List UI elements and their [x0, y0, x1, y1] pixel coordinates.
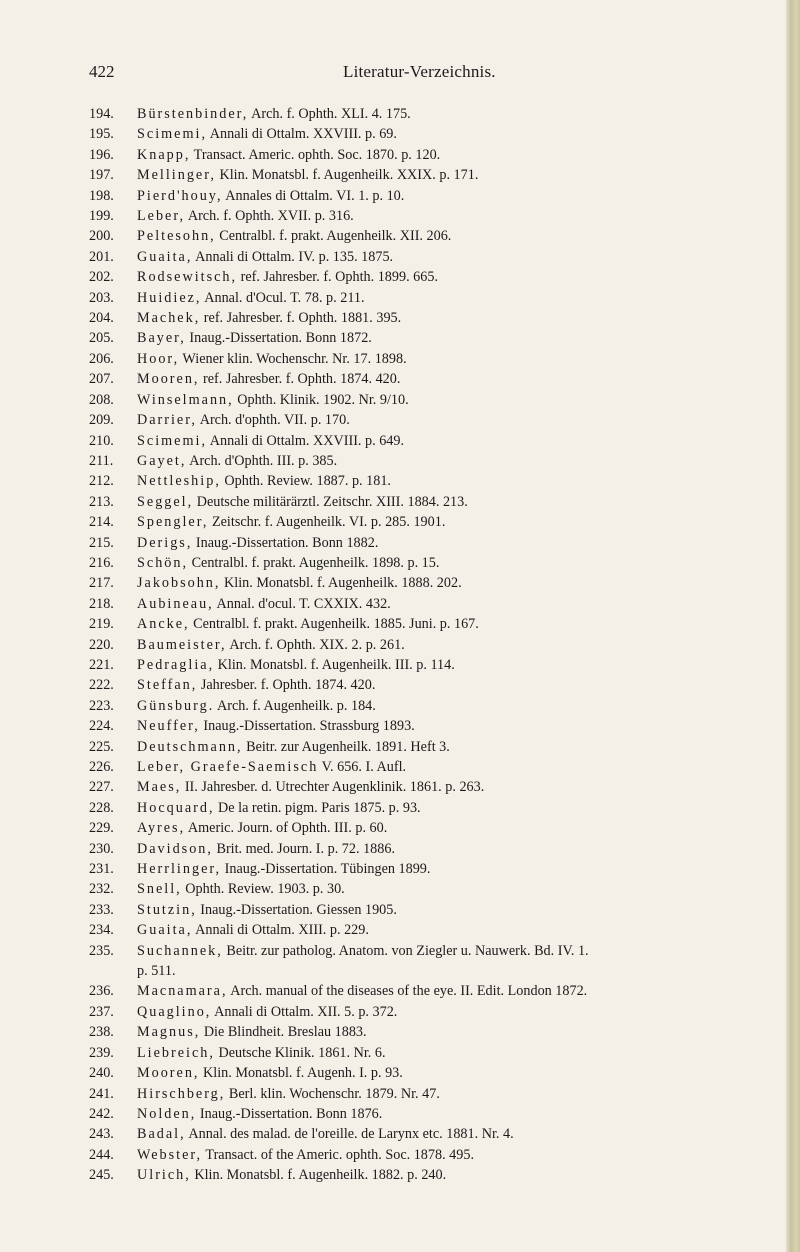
bibliography-entry	[89, 777, 789, 797]
entry-number: 220.	[89, 636, 114, 653]
entry-reference: Inaug.-Dissertation. Giessen 1905.	[196, 901, 397, 918]
entry-number: 236.	[89, 983, 114, 1000]
entry-citation	[137, 859, 789, 879]
entry-citation	[137, 573, 789, 593]
entry-number: 200.	[89, 228, 114, 245]
entry-number: 235.	[89, 942, 114, 959]
bibliography-entry	[89, 1002, 789, 1022]
entry-author: Gayet,	[137, 452, 187, 469]
bibliography-entry	[89, 1043, 789, 1063]
entry-citation	[137, 879, 789, 899]
bibliography-entry	[89, 1063, 789, 1083]
entry-author: Günsburg.	[137, 697, 215, 714]
entry-number: 216.	[89, 554, 114, 571]
entry-author: Pierd'houy,	[137, 187, 223, 204]
entry-reference: Annali di Ottalm. XII. 5. p. 372.	[211, 1003, 398, 1020]
entry-reference: Transact. Americ. ophth. Soc. 1870. p. 120.	[190, 146, 441, 163]
entry-reference: ref. Jahresber. f. Ophth. 1874. 420.	[199, 371, 401, 388]
entry-author: Suchannek,	[137, 942, 223, 959]
entry-reference: Annal. des malad. de l'oreille. de Larynx etc. 1881. Nr. 4.	[185, 1126, 514, 1143]
entry-author: Magnus,	[137, 1024, 201, 1041]
entry-number: 233.	[89, 901, 114, 918]
entry-reference: Annali di Ottalm. XXVIII. p. 69.	[207, 126, 397, 143]
entry-reference: Inaug.-Dissertation. Bonn 1872.	[185, 330, 372, 347]
entry-author: Guaita,	[137, 248, 193, 265]
entry-citation	[137, 267, 789, 287]
entry-number: 195.	[89, 126, 114, 143]
entry-number: 231.	[89, 861, 114, 878]
entry-reference: Arch. f. Ophth. XVII. p. 316.	[185, 208, 354, 225]
entry-number: 211.	[89, 452, 114, 469]
entry-author: Herrlinger,	[137, 861, 222, 878]
entry-citation	[137, 226, 789, 246]
entry-citation	[137, 247, 789, 267]
entry-number: 229.	[89, 820, 114, 837]
entry-number: 242.	[89, 1105, 114, 1122]
entry-number: 238.	[89, 1024, 114, 1041]
entry-author: Aubineau,	[137, 595, 214, 612]
entry-reference: Transact. of the Americ. ophth. Soc. 1878. 495.	[202, 1146, 475, 1163]
entry-reference: Brit. med. Journ. I. p. 72. 1886.	[212, 840, 395, 857]
bibliography-entry	[89, 716, 789, 736]
entry-number: 226.	[89, 759, 114, 775]
entry-number: 223.	[89, 697, 114, 714]
bibliography-entry	[89, 573, 789, 593]
bibliography-entry	[89, 655, 789, 675]
entry-number: 245.	[89, 1167, 114, 1184]
entry-number: 198.	[89, 187, 114, 204]
entry-number: 221.	[89, 656, 114, 673]
bibliography-entry	[89, 920, 789, 940]
entry-number: 209.	[89, 412, 114, 429]
entry-citation	[137, 614, 789, 634]
entry-citation	[137, 757, 789, 777]
entry-number: 212.	[89, 473, 114, 490]
bibliography-entry	[89, 859, 789, 879]
entry-citation	[137, 288, 789, 308]
entry-author: Liebreich,	[137, 1044, 215, 1061]
bibliography-entry	[89, 451, 789, 471]
entry-author: Knapp,	[137, 146, 191, 163]
entry-citation	[137, 1104, 789, 1124]
entry-reference: Arch. manual of the diseases of the eye. II. Edit. London 1872.	[227, 983, 588, 1000]
entry-number: 201.	[89, 248, 114, 265]
entry-author: Ancke,	[137, 616, 190, 633]
entry-number: 240.	[89, 1065, 114, 1082]
bibliography-entry	[89, 818, 789, 838]
entry-author: Jakobsohn,	[137, 575, 221, 592]
bibliography-entry	[89, 226, 789, 246]
entry-author: Darrier,	[137, 412, 197, 429]
entry-citation	[137, 124, 789, 144]
entry-author: Scimemi,	[137, 432, 207, 449]
entry-citation	[137, 716, 789, 736]
entry-author: Davidson,	[137, 840, 213, 857]
entry-author: Machek,	[137, 310, 201, 327]
entry-citation	[137, 941, 789, 961]
entry-citation	[137, 390, 789, 410]
entry-author: Hirschberg,	[137, 1085, 226, 1102]
entry-citation	[137, 533, 789, 553]
entry-reference: Arch. d'Ophth. III. p. 385.	[186, 452, 338, 469]
entry-author: Nolden,	[137, 1105, 197, 1122]
entry-citation	[137, 186, 789, 206]
entry-reference: Beitr. zur Augenheilk. 1891. Heft 3.	[242, 738, 450, 755]
entry-citation	[137, 104, 789, 124]
bibliography-entry	[89, 839, 789, 859]
entry-number: 228.	[89, 799, 114, 816]
entry-author: Pedraglia,	[137, 656, 215, 673]
entry-number: 218.	[89, 595, 114, 612]
bibliography-list	[89, 104, 789, 1186]
bibliography-entry	[89, 635, 789, 655]
bibliography-entry	[89, 390, 789, 410]
bibliography-entry	[89, 757, 789, 777]
bibliography-entry	[89, 165, 789, 185]
entry-number: 202.	[89, 269, 114, 286]
entry-number: 234.	[89, 922, 114, 939]
bibliography-entry	[89, 879, 789, 899]
entry-author: Hoor,	[137, 350, 180, 367]
entry-reference: Annal. d'Ocul. T. 78. p. 211.	[201, 289, 365, 306]
entry-author: Stutzin,	[137, 901, 197, 918]
entry-citation	[137, 431, 789, 451]
entry-number: 203.	[89, 289, 114, 306]
entry-reference: Centralbl. f. prakt. Augenheilk. 1885. Juni. p. 167.	[189, 616, 479, 633]
entry-number: 214.	[89, 514, 114, 531]
entry-number: 199.	[89, 208, 114, 225]
entry-reference: ref. Jahresber. f. Ophth. 1881. 395.	[200, 310, 402, 327]
bibliography-entry	[89, 1145, 789, 1165]
bibliography-entry	[89, 288, 789, 308]
entry-citation	[137, 696, 789, 716]
entry-citation	[137, 328, 789, 348]
entry-citation	[137, 165, 789, 185]
entry-citation	[137, 410, 789, 430]
entry-citation	[137, 1124, 789, 1144]
entry-citation	[137, 839, 789, 859]
bibliography-entry	[89, 104, 789, 124]
bibliography-entry	[89, 247, 789, 267]
entry-reference: De la retin. pigm. Paris 1875. p. 93.	[214, 799, 421, 816]
entry-citation	[137, 798, 789, 818]
page-number: 422	[89, 62, 115, 81]
bibliography-entry	[89, 349, 789, 369]
bibliography-entry	[89, 308, 789, 328]
running-title: Literatur-Verzeichnis.	[343, 62, 496, 81]
bibliography-entry	[89, 594, 789, 614]
bibliography-entry	[89, 512, 789, 532]
entry-author: Ulrich,	[137, 1167, 191, 1184]
entry-reference: Die Blindheit. Breslau 1883.	[200, 1024, 367, 1041]
entry-reference: Wiener klin. Wochenschr. Nr. 17. 1898.	[179, 350, 407, 367]
entry-author: Seggel,	[137, 493, 194, 510]
entry-reference: Berl. klin. Wochenschr. 1879. Nr. 47.	[225, 1085, 440, 1102]
entry-citation	[137, 145, 789, 165]
bibliography-entry	[89, 798, 789, 818]
entry-reference: Centralbl. f. prakt. Augenheilk. XII. 206.	[215, 228, 452, 245]
bibliography-entry	[89, 328, 789, 348]
entry-reference: Ophth. Klinik. 1902. Nr. 9/10.	[233, 391, 409, 408]
entry-author: Badal,	[137, 1126, 186, 1143]
bibliography-entry	[89, 410, 789, 430]
entry-number: 224.	[89, 718, 114, 735]
entry-citation	[137, 981, 789, 1001]
entry-reference: Arch. d'ophth. VII. p. 170.	[196, 412, 350, 429]
entry-author: Nettleship,	[137, 473, 221, 490]
entry-reference: Annal. d'ocul. T. CXXIX. 432.	[213, 595, 391, 612]
entry-reference: Zeitschr. f. Augenheilk. VI. p. 285. 1901.	[208, 514, 446, 531]
entry-author: Peltesohn,	[137, 228, 216, 245]
entry-author: Huidiez,	[137, 289, 202, 306]
entry-citation	[137, 369, 789, 389]
entry-number: 227.	[89, 779, 114, 796]
entry-reference: Annali di Ottalm. IV. p. 135. 1875.	[192, 248, 394, 265]
entry-citation	[137, 553, 789, 573]
bibliography-entry	[89, 614, 789, 634]
entry-number: 205.	[89, 330, 114, 347]
entry-author: Guaita,	[137, 922, 193, 939]
entry-reference: Inaug.-Dissertation. Bonn 1882.	[192, 534, 379, 551]
entry-author: Quaglino,	[137, 1003, 212, 1020]
entry-number: 196.	[89, 146, 114, 163]
entry-author: Bayer,	[137, 330, 186, 347]
entry-author: Rodsewitsch,	[137, 269, 238, 286]
entry-number: 243.	[89, 1126, 114, 1143]
entry-author: Derigs,	[137, 534, 193, 551]
entry-citation	[137, 471, 789, 491]
entry-author: Maes,	[137, 779, 182, 796]
entry-reference: ref. Jahresber. f. Ophth. 1899. 665.	[237, 269, 439, 286]
entry-citation	[137, 1002, 789, 1022]
entry-number: 207.	[89, 371, 114, 388]
bibliography-entry	[89, 267, 789, 287]
entry-citation	[137, 1145, 789, 1165]
entry-reference: Jahresber. f. Ophth. 1874. 420.	[197, 677, 376, 694]
entry-citation	[137, 594, 789, 614]
bibliography-entry	[89, 737, 789, 757]
bibliography-entry	[89, 431, 789, 451]
entry-number: 215.	[89, 534, 114, 551]
entry-reference: Klin. Monatsbl. f. Augenheilk. III. p. 114.	[214, 656, 455, 673]
entry-author: Winselmann,	[137, 391, 234, 408]
entry-reference: Arch. f. Ophth. XLI. 4. 175.	[248, 106, 411, 122]
entry-number: 206.	[89, 350, 114, 367]
entry-reference: Ophth. Review. 1887. p. 181.	[220, 473, 391, 490]
entry-number: 241.	[89, 1085, 114, 1102]
entry-author: Neuffer,	[137, 718, 200, 735]
entry-citation	[137, 308, 789, 328]
entry-reference: Centralbl. f. prakt. Augenheilk. 1898. p. 15.	[188, 554, 440, 571]
entry-citation	[137, 512, 789, 532]
entry-reference: Arch. f. Ophth. XIX. 2. p. 261.	[226, 636, 405, 653]
entry-number: 208.	[89, 391, 114, 408]
entry-number: 239.	[89, 1044, 114, 1061]
entry-reference: Klin. Monatsbl. f. Augenh. I. p. 93.	[199, 1065, 403, 1082]
entry-reference: Americ. Journ. of Ophth. III. p. 60.	[185, 820, 388, 837]
entry-reference: Deutsche militärärztl. Zeitschr. XIII. 1884. 213.	[193, 493, 468, 510]
bibliography-entry	[89, 1022, 789, 1042]
entry-number: 237.	[89, 1003, 114, 1020]
bibliography-entry	[89, 553, 789, 573]
entry-reference: II. Jahresber. d. Utrechter Augenklinik. 1861. p. 263.	[181, 779, 485, 796]
entry-citation	[137, 206, 789, 226]
bibliography-entry	[89, 492, 789, 512]
entry-reference: Inaug.-Dissertation. Strassburg 1893.	[199, 718, 415, 735]
entry-citation	[137, 777, 789, 797]
bibliography-entry	[89, 675, 789, 695]
bibliography-entry	[89, 1104, 789, 1124]
bibliography-entry	[89, 206, 789, 226]
entry-author: Mooren,	[137, 371, 200, 388]
bibliography-entry	[89, 1124, 789, 1144]
entry-author: Leber,	[137, 208, 186, 225]
entry-author: Hocquard,	[137, 799, 215, 816]
entry-number: 219.	[89, 616, 114, 633]
entry-citation	[137, 1084, 789, 1104]
entry-citation	[137, 349, 789, 369]
entry-citation	[137, 655, 789, 675]
entry-number: 217.	[89, 575, 114, 592]
entry-author: Leber, Graefe-Saemisch	[137, 759, 319, 775]
entry-citation	[137, 1022, 789, 1042]
bibliography-entry	[89, 124, 789, 144]
entry-reference: Beitr. zur patholog. Anatom. von Ziegler u. Nauwerk. Bd. IV. 1.	[222, 942, 589, 959]
entry-number: 244.	[89, 1146, 114, 1163]
entry-author: Deutschmann,	[137, 738, 243, 755]
entry-reference: Arch. f. Augenheilk. p. 184.	[214, 697, 376, 714]
entry-reference: Inaug.-Dissertation. Tübingen 1899.	[221, 861, 431, 878]
entry-number: 197.	[89, 167, 114, 184]
entry-reference: V. 656. I. Aufl.	[318, 759, 407, 775]
entry-author: Bürstenbinder,	[137, 106, 249, 122]
entry-author: Scimemi,	[137, 126, 207, 143]
entry-author: Steffan,	[137, 677, 198, 694]
entry-citation	[137, 920, 789, 940]
entry-citation	[137, 1063, 789, 1083]
entry-reference: Klin. Monatsbl. f. Augenheilk. 1888. 202.	[220, 575, 462, 592]
entry-reference: Klin. Monatsbl. f. Augenheilk. 1882. p. 240.	[190, 1167, 447, 1184]
entry-reference: Annali di Ottalm. XIII. p. 229.	[192, 922, 369, 939]
entry-number: 230.	[89, 840, 114, 857]
entry-citation	[137, 675, 789, 695]
page-header	[0, 62, 790, 84]
entry-citation	[137, 900, 789, 920]
bibliography-entry	[89, 186, 789, 206]
bibliography-entry	[89, 900, 789, 920]
entry-citation	[137, 737, 789, 757]
bibliography-entry	[89, 471, 789, 491]
entry-author: Ayres,	[137, 820, 186, 837]
entry-reference: Ophth. Review. 1903. p. 30.	[181, 881, 345, 898]
entry-reference: Annales di Ottalm. VI. 1. p. 10.	[222, 187, 405, 204]
entry-author: Mellinger,	[137, 167, 216, 184]
page-edge	[786, 0, 800, 1252]
bibliography-entry	[89, 941, 789, 961]
bibliography-entry	[89, 1084, 789, 1104]
entry-citation	[137, 635, 789, 655]
entry-number: 213.	[89, 493, 114, 510]
entry-author: Webster,	[137, 1146, 203, 1163]
entry-citation	[137, 818, 789, 838]
entry-reference: Annali di Ottalm. XXVIII. p. 649.	[207, 432, 405, 449]
entry-citation	[137, 1043, 789, 1063]
entry-reference: Inaug.-Dissertation. Bonn 1876.	[196, 1105, 383, 1122]
entry-author: Schön,	[137, 554, 189, 571]
entry-number: 232.	[89, 881, 114, 898]
entry-number: 194.	[89, 106, 114, 122]
entry-author: Baumeister,	[137, 636, 227, 653]
entry-author: Macnamara,	[137, 983, 228, 1000]
entry-citation	[137, 492, 789, 512]
entry-author: Mooren,	[137, 1065, 200, 1082]
entry-number: 225.	[89, 738, 114, 755]
entry-citation	[137, 451, 789, 471]
entry-number: 210.	[89, 432, 114, 449]
bibliography-entry	[89, 696, 789, 716]
bibliography-entry	[89, 1165, 789, 1185]
entry-author: Snell,	[137, 881, 182, 898]
bibliography-entry	[89, 369, 789, 389]
entry-reference: Klin. Monatsbl. f. Augenheilk. XXIX. p. 171.	[215, 167, 479, 184]
entry-citation	[137, 1165, 789, 1185]
entry-reference: Deutsche Klinik. 1861. Nr. 6.	[214, 1044, 386, 1061]
entry-author: Spengler,	[137, 514, 209, 531]
bibliography-entry	[89, 981, 789, 1001]
entry-number: 222.	[89, 677, 114, 694]
bibliography-entry	[89, 533, 789, 553]
bibliography-entry	[89, 145, 789, 165]
entry-continuation: p. 511.	[137, 963, 176, 980]
entry-number: 204.	[89, 310, 114, 327]
